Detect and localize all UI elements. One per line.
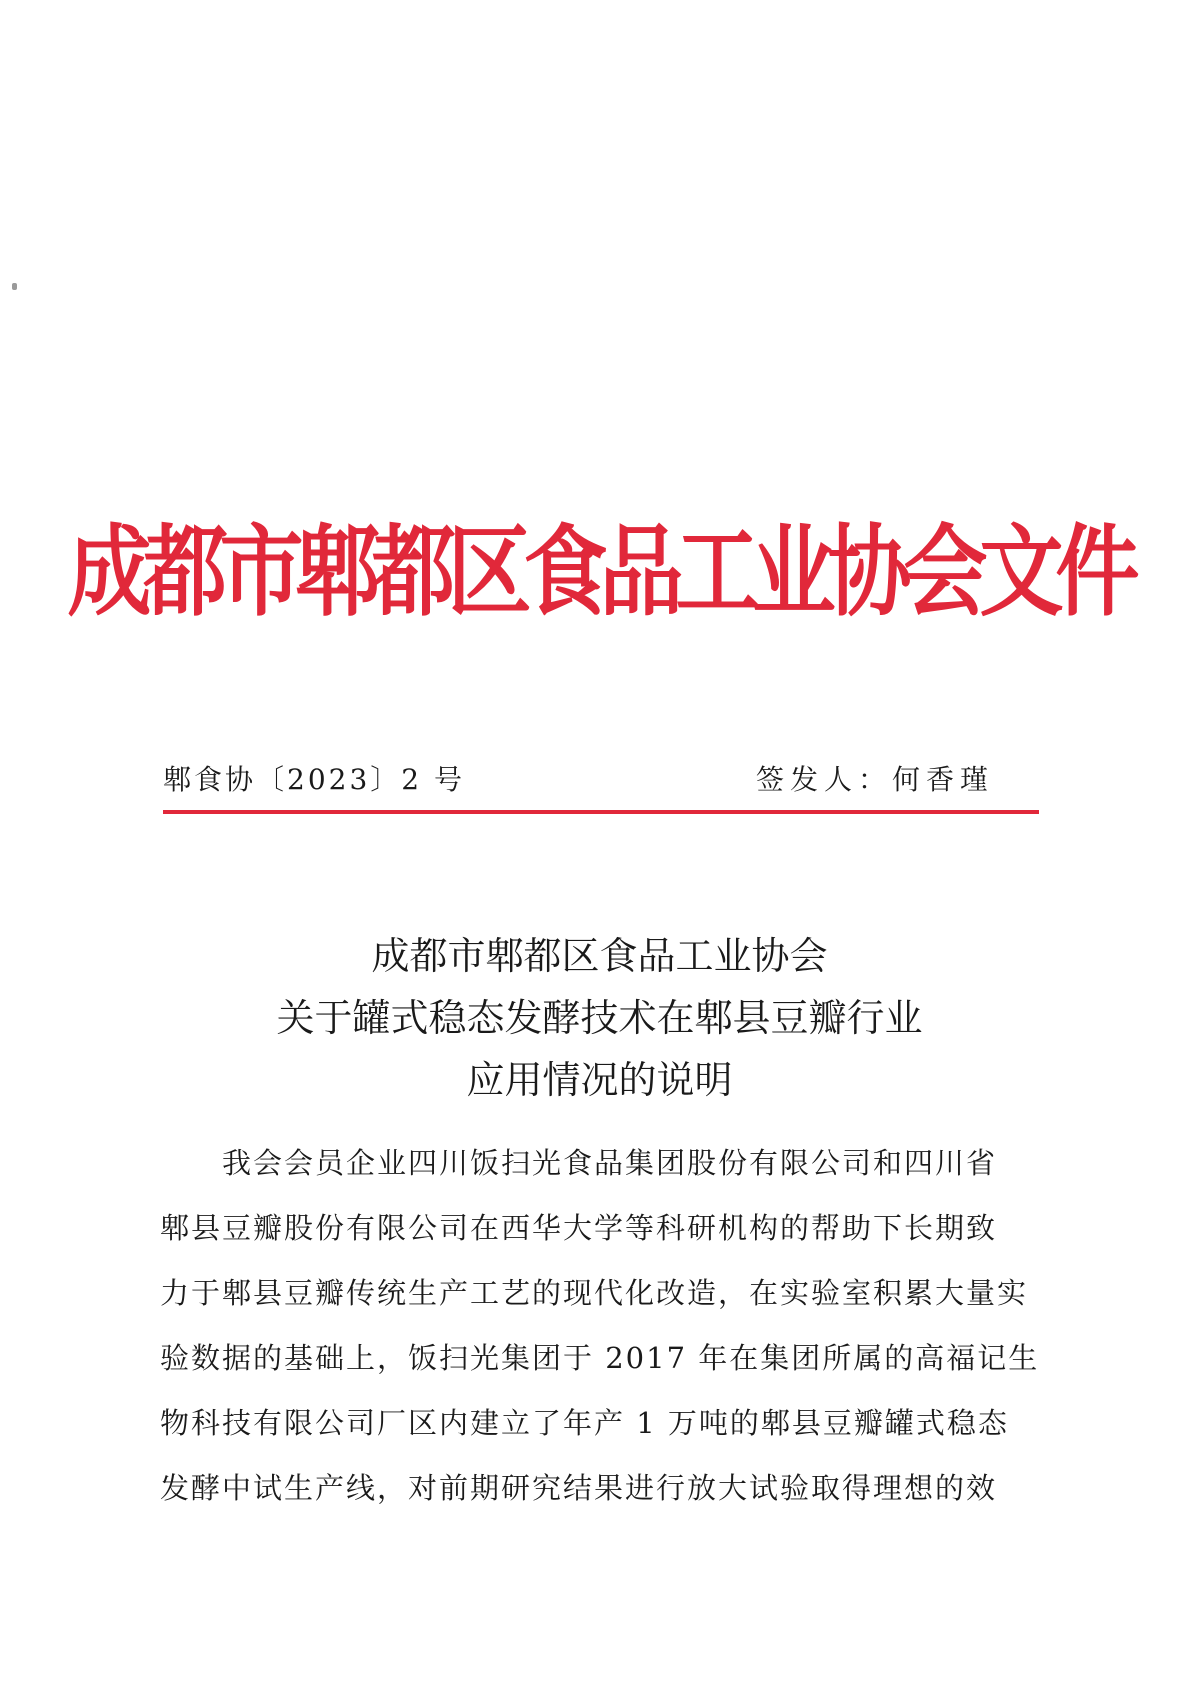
body-line: 我会会员企业四川饭扫光食品集团股份有限公司和四川省: [160, 1146, 998, 1180]
body-line: 郫县豆瓣股份有限公司在西华大学等科研机构的帮助下长期致: [160, 1211, 998, 1245]
body-line: 力于郫县豆瓣传统生产工艺的现代化改造，在实验室积累大量实: [160, 1276, 1029, 1310]
issuer-signature: 签发人：何香瑾: [755, 763, 994, 796]
document-title: [0, 925, 1199, 1111]
document-meta-row: [163, 760, 1039, 800]
body-line: 验数据的基础上，饭扫光集团于 2017 年在集团所属的高福记生: [160, 1341, 1040, 1375]
body-line: 物科技有限公司厂区内建立了年产 1 万吨的郫县豆瓣罐式稳态: [160, 1406, 1009, 1440]
red-header-title: 成都市郫都区食品工业协会文件: [67, 513, 1132, 630]
body-line: 发酵中试生产线，对前期研究结果进行放大试验取得理想的效: [160, 1471, 998, 1505]
document-number: 郫食协〔2023〕2 号: [163, 763, 465, 796]
title-line-1: 成都市郫都区食品工业协会: [371, 934, 828, 978]
scan-speck: [12, 283, 17, 290]
body-paragraph: [160, 1131, 1050, 1521]
title-line-2: 关于罐式稳态发酵技术在郫县豆瓣行业: [276, 996, 923, 1040]
red-divider-line: [163, 810, 1039, 814]
title-line-3: 应用情况的说明: [466, 1058, 733, 1102]
